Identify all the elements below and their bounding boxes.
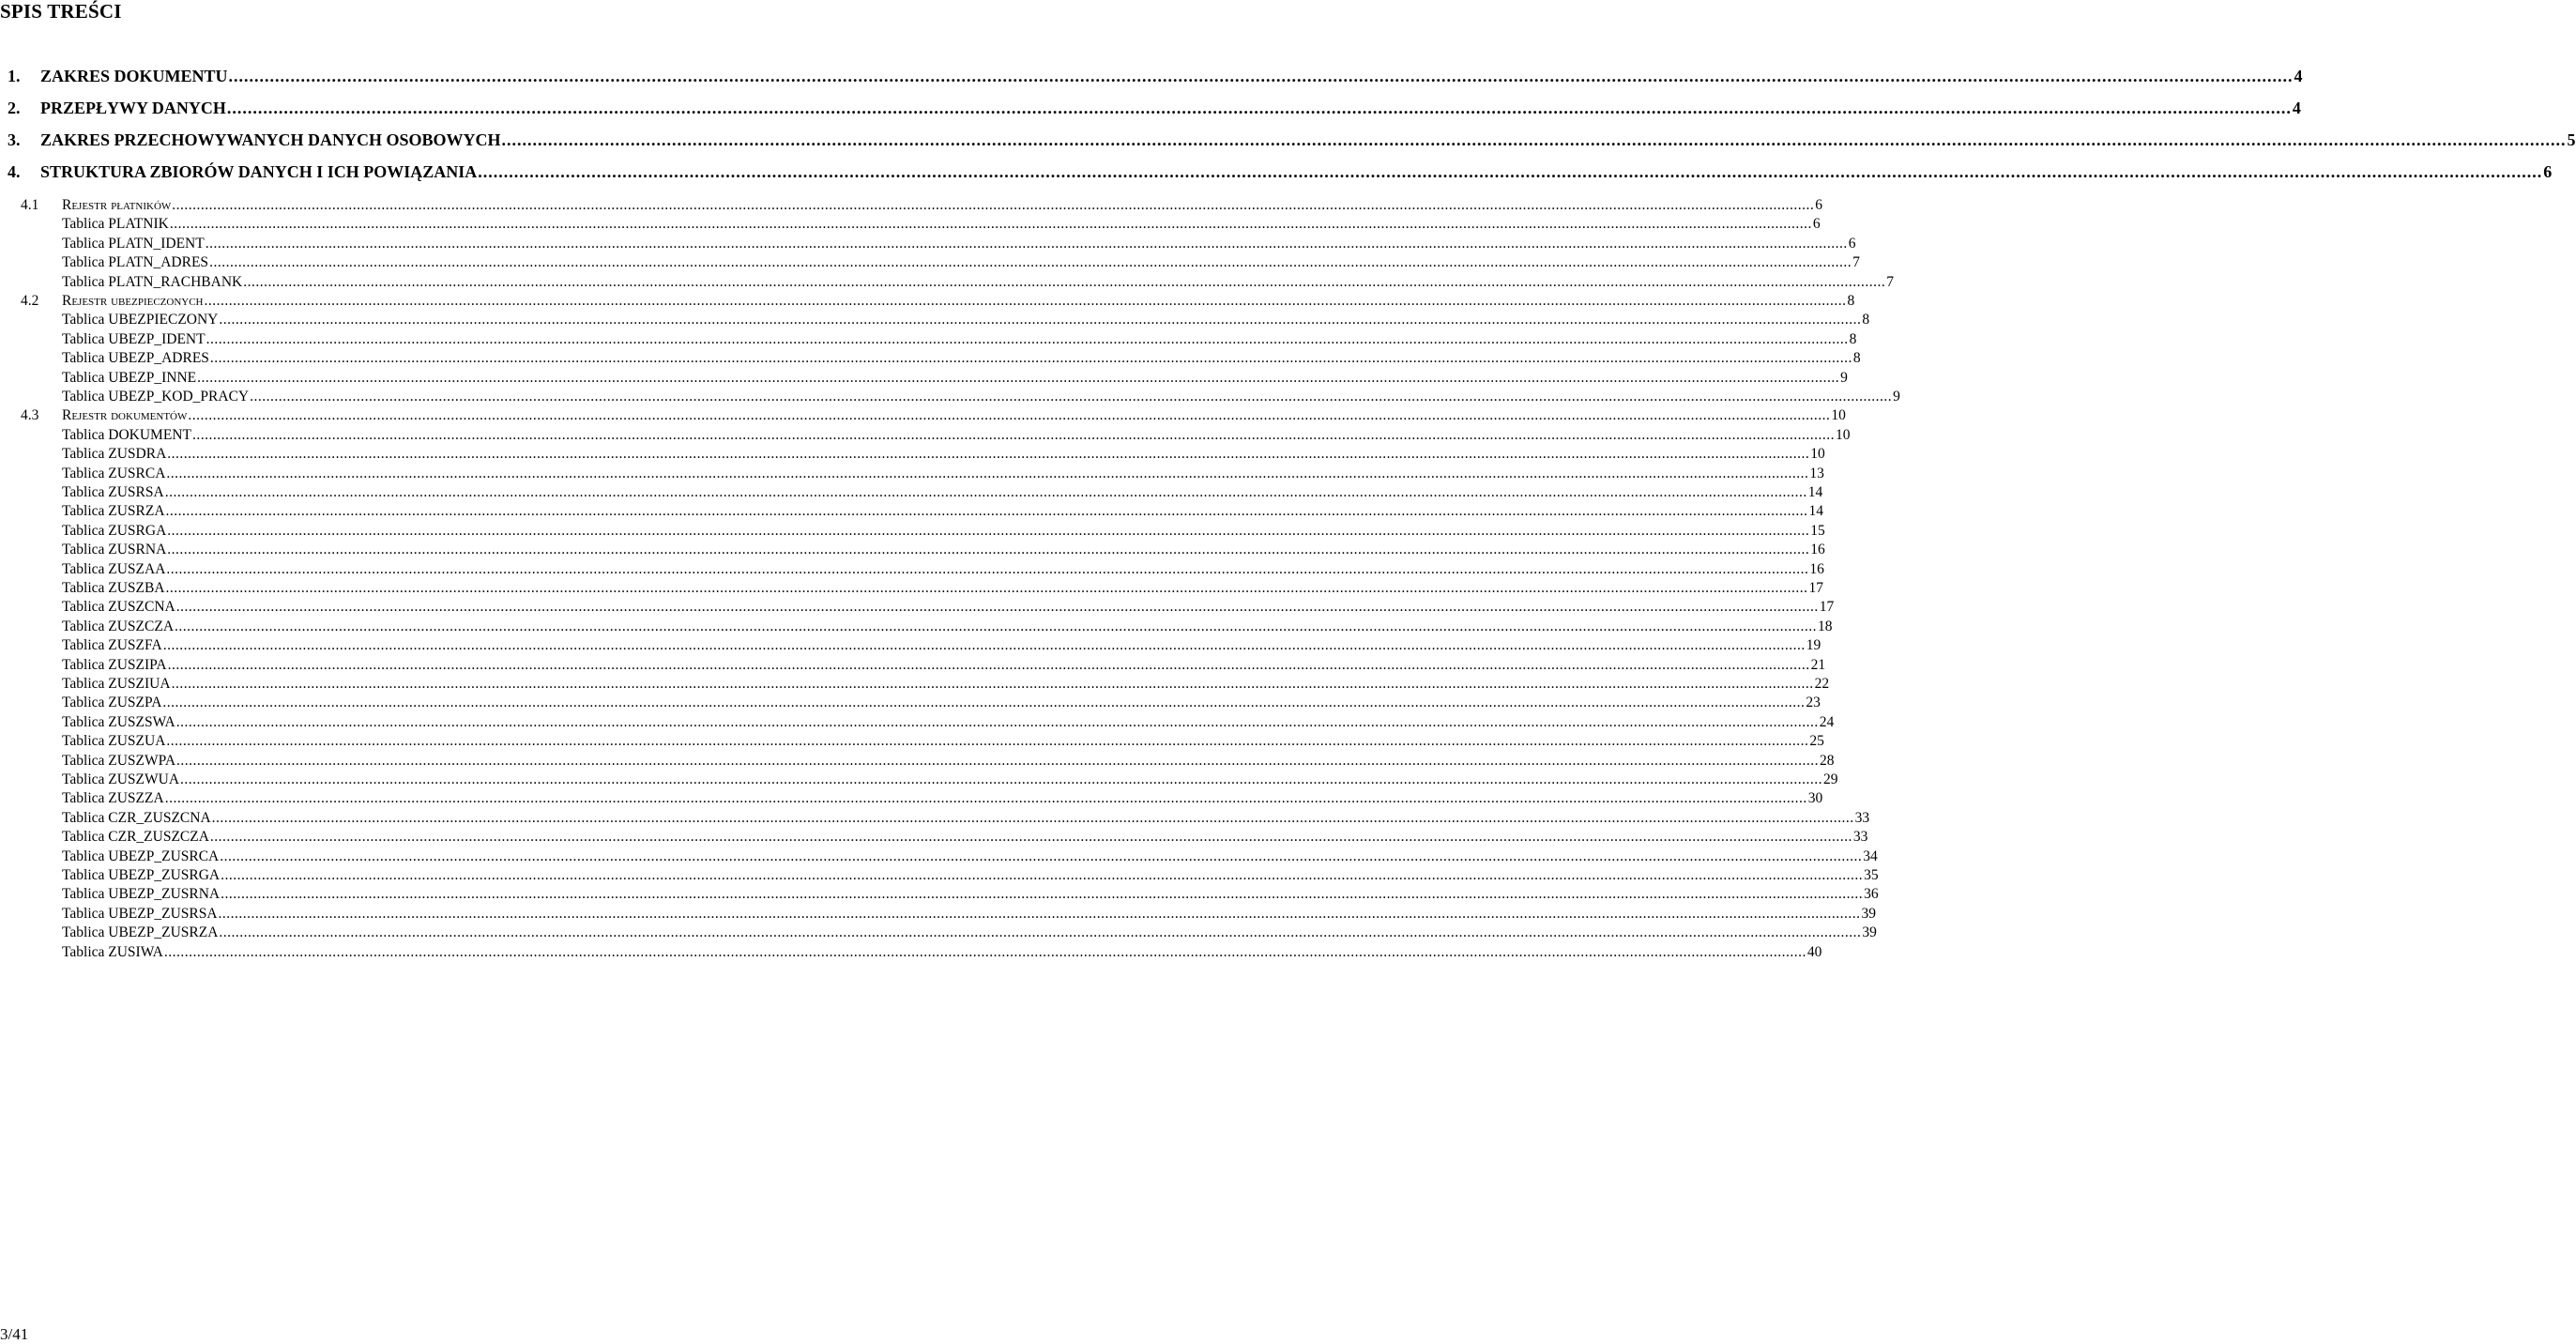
toc-entry-page: 14 [1807,484,1823,500]
dot-leader: ................................................................................................................................................................................................................................................................................................................................................................................................................ [175,599,1819,616]
dot-leader: ................................................................................................................................................................................................................................................................................................................................................................................................................ [167,446,1810,463]
toc-entry-title: Tablica ZUSZWUA [62,771,180,787]
toc-chapter-entry[interactable] [8,67,2303,86]
toc-entry-page: 6 [1848,235,1856,252]
toc-table-entry[interactable] [62,867,1879,884]
toc-entry-page: 6 [1815,197,1823,213]
toc-entry-title: Tablica UBEZP_ZUSRGA [62,867,221,883]
dot-leader: ................................................................................................................................................................................................................................................................................................................................................................................................................ [171,676,1814,692]
toc-table-entry[interactable] [62,522,1825,540]
toc-table-entry[interactable] [62,618,1833,635]
toc-entry-title: Tablica UBEZP_ADRES [62,350,209,367]
toc-entry-title: Tablica ZUSZIUA [62,676,171,692]
toc-entry-title: ZAKRES DOKUMENTU [40,67,228,85]
toc-entry-title: Tablica ZUSZPA [62,695,162,711]
toc-entry-title: Tablica DOKUMENT [62,426,191,443]
toc-entry-page: 39 [1861,905,1877,922]
toc-entry-number: 4.1 [21,197,39,213]
toc-entry-title: Tablica ZUSZWPA [62,752,176,769]
dot-leader: ................................................................................................................................................................................................................................................................................................................................................................................................................ [167,522,1810,539]
toc-chapter-entry[interactable] [8,99,2301,118]
toc-entry-page: 22 [1814,676,1830,692]
toc-table-entry[interactable] [62,886,1879,903]
toc-table-entry[interactable] [62,943,1822,961]
toc-entry-page: 24 [1819,713,1835,730]
toc-entry-title: Tablica ZUSZSWA [62,713,175,730]
dot-leader: ................................................................................................................................................................................................................................................................................................................................................................................................................ [206,330,1849,347]
toc-table-entry[interactable] [62,695,1821,711]
toc-entry-title: Rejestr ubezpieczonych [62,293,204,309]
page-number-footer: 3/41 [0,1325,29,1343]
dot-leader: ................................................................................................................................................................................................................................................................................................................................................................................................................ [188,407,1831,424]
dot-leader: ................................................................................................................................................................................................................................................................................................................................................................................................................ [221,886,1864,903]
toc-entry-title: Tablica ZUSZAA [62,560,166,577]
toc-section-entry[interactable] [21,293,1855,310]
toc-table-entry[interactable] [62,330,1857,348]
dot-leader: ................................................................................................................................................................................................................................................................................................................................................................................................................ [164,790,1807,807]
toc-entry-page: 10 [1810,446,1825,463]
dot-leader: ................................................................................................................................................................................................................................................................................................................................................................................................................ [169,216,1812,233]
toc-entry-page: 17 [1819,599,1835,616]
dot-leader: ................................................................................................................................................................................................................................................................................................................................................................................................................ [164,484,1807,500]
toc-entry-title: Tablica UBEZP_ZUSRCA [62,848,220,864]
toc-entry-title: Tablica UBEZP_INNE [62,369,197,386]
toc-entry-page: 16 [1809,560,1824,577]
toc-table-entry[interactable] [62,446,1825,463]
toc-entry-page: 8 [1862,312,1870,328]
dot-leader: ................................................................................................................................................................................................................................................................................................................................................................................................................ [204,293,1847,309]
toc-entry-title: Tablica ZUSZUA [62,733,166,750]
toc-entry-page: 8 [1852,350,1861,367]
toc-table-entry[interactable] [62,484,1823,501]
toc-entry-title: Tablica ZUSZBA [62,580,165,596]
dot-leader: ................................................................................................................................................................................................................................................................................................................................................................................................................ [218,905,1861,922]
toc-entry-title: Tablica ZUSDRA [62,446,167,463]
toc-entry-title: PRZEPŁYWY DANYCH [40,99,226,117]
dot-leader: ................................................................................................................................................................................................................................................................................................................................................................................................................ [166,733,1809,750]
toc-table-entry[interactable] [62,924,1877,941]
toc-entry-page: 34 [1863,848,1878,864]
toc-entry-number: 3. [8,130,21,149]
dot-leader: ................................................................................................................................................................................................................................................................................................................................................................................................................ [166,465,1809,481]
toc-section-entry[interactable] [21,407,1846,424]
toc-table-entry[interactable] [62,312,1870,328]
dot-leader: ................................................................................................................................................................................................................................................................................................................................................................................................................ [162,695,1806,711]
toc-entry-title: Tablica ZUSZIPA [62,656,167,673]
toc-table-entry[interactable] [62,254,1860,271]
toc-table-entry[interactable] [62,350,1861,367]
toc-entry-title: Tablica PLATN_RACHBANK [62,273,243,290]
toc-entry-page: 39 [1862,924,1877,941]
toc-entry-page: 33 [1852,829,1868,846]
toc-table-entry[interactable] [62,829,1868,846]
toc-entry-page: 8 [1849,330,1857,347]
dot-leader: ................................................................................................................................................................................................................................................................................................................................................................................................................ [209,254,1852,271]
toc-entry-title: Tablica CZR_ZUSZCZA [62,829,209,846]
toc-entry-page: 14 [1808,503,1824,520]
dot-leader: ................................................................................................................................................................................................................................................................................................................................................................................................................ [209,829,1852,846]
toc-table-entry[interactable] [62,713,1835,731]
toc-table-entry[interactable] [62,503,1824,520]
toc-table-entry[interactable] [62,790,1823,807]
toc-entry-title: Tablica PLATN_IDENT [62,235,205,252]
toc-table-entry[interactable] [62,369,1848,387]
dot-leader: ................................................................................................................................................................................................................................................................................................................................................................................................................ [478,162,2543,181]
toc-entry-page: 15 [1810,522,1825,539]
toc-entry-page: 29 [1823,771,1838,787]
dot-leader: ................................................................................................................................................................................................................................................................................................................................................................................................................ [167,656,1810,673]
toc-table-entry[interactable] [62,752,1835,770]
toc-entry-page: 21 [1810,656,1826,673]
toc-entry-page: 6 [1812,216,1821,233]
dot-leader: ................................................................................................................................................................................................................................................................................................................................................................................................................ [191,426,1835,443]
dot-leader: ................................................................................................................................................................................................................................................................................................................................................................................................................ [166,560,1809,577]
dot-leader: ................................................................................................................................................................................................................................................................................................................................................................................................................ [220,848,1863,864]
dot-leader: ................................................................................................................................................................................................................................................................................................................................................................................................................ [165,503,1808,520]
toc-entry-title: Tablica ZUSRSA [62,484,164,500]
toc-entry-page: 6 [2543,162,2553,181]
toc-entry-number: 1. [8,67,21,85]
toc-entry-page: 17 [1808,580,1824,596]
toc-entry-page: 23 [1806,695,1821,711]
toc-entry-number: 4. [8,162,21,181]
toc-entry-page: 5 [2567,130,2576,149]
toc-table-entry[interactable] [62,599,1835,616]
toc-entry-title: STRUKTURA ZBIORÓW DANYCH I ICH POWIĄZANIA [40,162,478,181]
dot-leader: ................................................................................................................................................................................................................................................................................................................................................................................................................ [221,867,1864,883]
toc-entry-title: Tablica UBEZPIECZONY [62,312,219,328]
toc-table-entry[interactable] [62,235,1856,252]
toc-entry-page: 28 [1820,752,1835,769]
toc-entry-title: ZAKRES PRZECHOWYWANYCH DANYCH OSOBOWYCH [40,130,501,149]
toc-entry-title: Tablica UBEZP_KOD_PRACY [62,389,250,405]
toc-table-entry[interactable] [62,771,1838,788]
toc-table-entry[interactable] [62,905,1877,923]
dot-leader: ................................................................................................................................................................................................................................................................................................................................................................................................................ [172,197,1815,213]
toc-entry-title: Tablica CZR_ZUSZCNA [62,809,211,826]
toc-entry-title: Tablica ZUSRNA [62,542,167,558]
toc-entry-title: Tablica ZUSRCA [62,465,166,481]
dot-leader: ................................................................................................................................................................................................................................................................................................................................................................................................................ [163,943,1806,960]
dot-leader: ................................................................................................................................................................................................................................................................................................................................................................................................................ [211,809,1854,826]
dot-leader: ................................................................................................................................................................................................................................................................................................................................................................................................................ [205,235,1848,252]
toc-table-entry[interactable] [62,426,1851,444]
toc-entry-number: 4.2 [21,293,39,309]
dot-leader: ................................................................................................................................................................................................................................................................................................................................................................................................................ [243,273,1886,290]
toc-table-entry[interactable] [62,733,1824,750]
toc-entry-page: 18 [1818,618,1833,634]
dot-leader: ................................................................................................................................................................................................................................................................................................................................................................................................................ [226,99,2292,117]
toc-entry-page: 7 [1886,273,1894,290]
toc-chapter-entry[interactable] [8,162,2553,182]
toc-entry-title: Tablica ZUSIWA [62,943,163,960]
dot-leader: ................................................................................................................................................................................................................................................................................................................................................................................................................ [209,350,1852,367]
toc-entry-title: Rejestr dokumentów [62,407,188,424]
dot-leader: ................................................................................................................................................................................................................................................................................................................................................................................................................ [175,618,1818,634]
toc-entry-page: 19 [1806,637,1821,654]
toc-entry-title: Tablica ZUSZCZA [62,618,175,634]
toc-table-entry[interactable] [62,389,1900,405]
toc-entry-page: 7 [1852,254,1860,271]
toc-table-entry[interactable] [62,542,1825,558]
toc-entry-title: Tablica PLATN_ADRES [62,254,209,271]
toc-entry-title: Tablica PLATNIK [62,216,169,233]
dot-leader: ................................................................................................................................................................................................................................................................................................................................................................................................................ [167,542,1810,558]
toc-entry-page: 10 [1835,426,1851,443]
toc-table-entry[interactable] [62,809,1870,827]
toc-entry-page: 4 [2294,67,2303,85]
toc-entry-page: 16 [1810,542,1825,558]
toc-entry-title: Tablica ZUSZFA [62,637,162,654]
toc-entry-number: 4.3 [21,407,39,424]
toc-table-entry[interactable] [62,676,1830,693]
dot-leader: ................................................................................................................................................................................................................................................................................................................................................................................................................ [176,752,1820,769]
dot-leader: ................................................................................................................................................................................................................................................................................................................................................................................................................ [501,130,2567,149]
toc-table-entry[interactable] [62,216,1821,233]
dot-leader: ................................................................................................................................................................................................................................................................................................................................................................................................................ [165,580,1808,596]
dot-leader: ................................................................................................................................................................................................................................................................................................................................................................................................................ [219,924,1862,941]
dot-leader: ................................................................................................................................................................................................................................................................................................................................................................................................................ [197,369,1840,386]
dot-leader: ................................................................................................................................................................................................................................................................................................................................................................................................................ [162,637,1806,654]
toc-entry-page: 9 [1893,389,1900,405]
toc-entry-title: Tablica UBEZP_IDENT [62,330,206,347]
toc-entry-number: 2. [8,99,21,117]
toc-entry-title: Tablica ZUSRZA [62,503,165,520]
toc-entry-page: 25 [1809,733,1824,750]
page-title: SPIS TREŚCI [0,0,122,23]
toc-section-entry[interactable] [21,197,1823,214]
toc-table-entry[interactable] [62,465,1824,482]
toc-entry-page: 8 [1847,293,1855,309]
toc-table-entry[interactable] [62,273,1894,291]
toc-entry-page: 40 [1806,943,1822,960]
toc-table-entry[interactable] [62,637,1821,654]
toc-entry-title: Tablica UBEZP_ZUSRSA [62,905,218,922]
dot-leader: ................................................................................................................................................................................................................................................................................................................................................................................................................ [250,389,1893,405]
toc-entry-title: Tablica ZUSRGA [62,522,167,539]
toc-table-entry[interactable] [62,848,1878,865]
toc-entry-page: 33 [1854,809,1870,826]
toc-entry-page: 30 [1807,790,1823,807]
dot-leader: ................................................................................................................................................................................................................................................................................................................................................................................................................ [228,67,2294,85]
toc-entry-page: 10 [1831,407,1846,424]
toc-entry-title: Tablica ZUSZCNA [62,599,175,616]
toc-entry-title: Tablica ZUSZZA [62,790,164,807]
toc-entry-page: 4 [2292,99,2301,117]
toc-entry-title: Tablica UBEZP_ZUSRZA [62,924,219,941]
toc-entry-page: 35 [1864,867,1879,883]
toc-table-entry[interactable] [62,560,1824,578]
dot-leader: ................................................................................................................................................................................................................................................................................................................................................................................................................ [180,771,1823,787]
toc-entry-page: 9 [1840,369,1848,386]
toc-chapter-entry[interactable] [8,130,2576,150]
toc-table-entry[interactable] [62,656,1826,674]
toc-entry-page: 13 [1809,465,1824,481]
toc-entry-page: 36 [1864,886,1879,903]
dot-leader: ................................................................................................................................................................................................................................................................................................................................................................................................................ [219,312,1862,328]
dot-leader: ................................................................................................................................................................................................................................................................................................................................................................................................................ [175,713,1819,730]
toc-entry-title: Rejestr płatników [62,197,172,213]
toc-table-entry[interactable] [62,580,1824,597]
toc-entry-title: Tablica UBEZP_ZUSRNA [62,886,221,903]
